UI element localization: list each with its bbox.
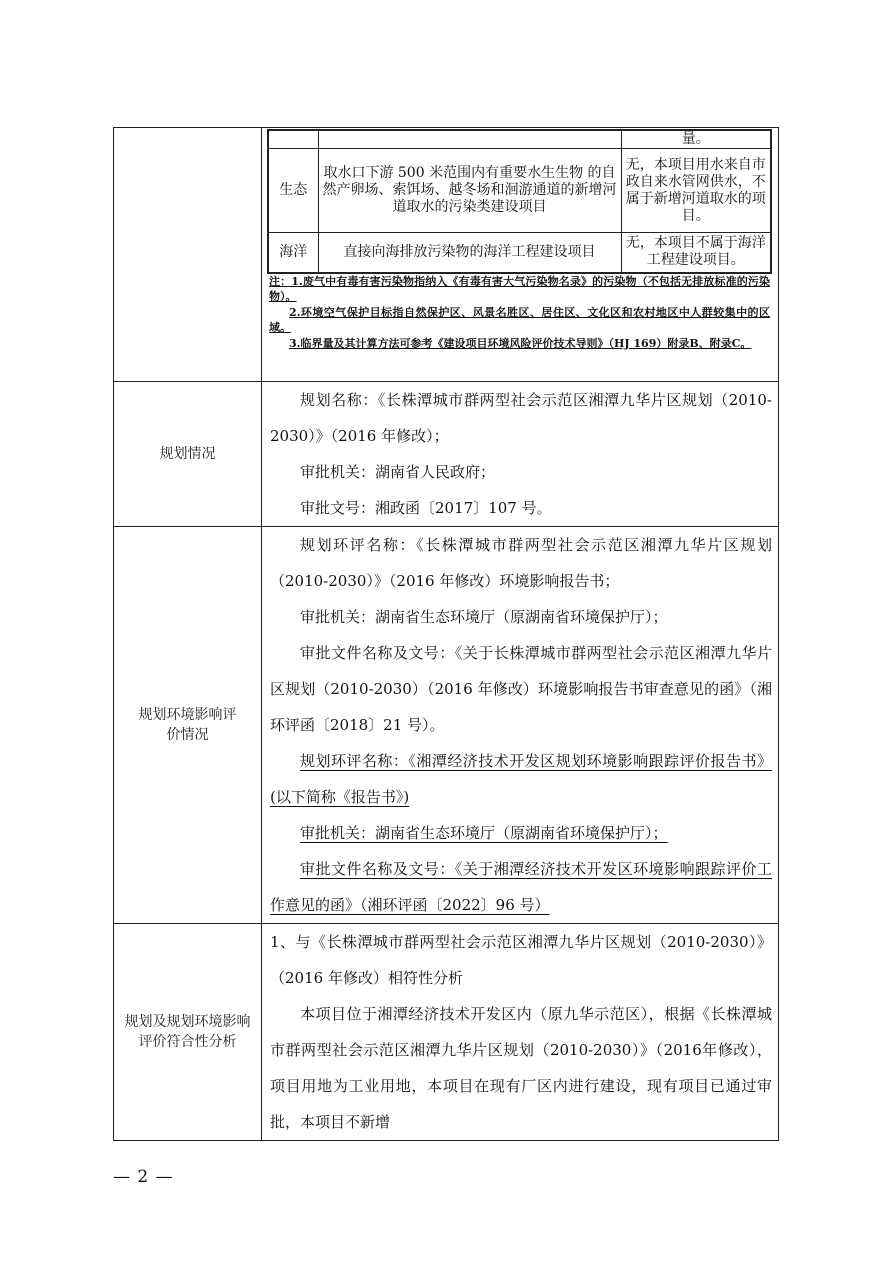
section-label [114, 527, 262, 924]
condition-cell: 取水口下游 500 米范围内有重要水生生物 的自然产卵场、索饵场、越冬场和洄游通道的新增河道取水的污染类建设项目 [318, 149, 621, 233]
main-table [113, 127, 779, 1141]
paragraph: 审批机关：湖南省生态环境厅（原湖南省环境保护厅）； [300, 608, 668, 626]
status-cell: 量。 [621, 130, 771, 149]
section-label: 规划情况 [114, 382, 262, 527]
planning-content [262, 382, 779, 527]
table-note-1: 注：1.废气中有毒有害污染物指纳入《有毒有害大气污染物名录》的污染物（不包括无排放标准的污染物）。 [269, 274, 770, 303]
status-cell: 无，本项目用水来自市政自来水管网供水，不属于新增河道取水的项目。 [621, 149, 771, 233]
paragraph: 审批文件名称及文号：《关于湘潭经济技术开发区环境影响跟踪评价工作意见的函》（湘环评函〔2022〕96 号） [270, 860, 772, 914]
paragraph: 规划名称：《长株潭城市群两型社会示范区湘潭九华片区规划（2010-2030）》（2016 年修改）； [270, 391, 772, 445]
paragraph: 1、与《长株潭城市群两型社会示范区湘潭九华片区规划（2010-2030）》（2016 年修改）相符性分析 [270, 933, 772, 987]
condition-cell [318, 130, 621, 149]
category-cell: 生态 [268, 149, 318, 233]
conformity-content [262, 924, 779, 1141]
screening-table [267, 129, 772, 274]
paragraph: 审批文件名称及文号：《关于长株潭城市群两型社会示范区湘潭九华片区规划（2010-2030）（2016 年修改）环境影响报告书审查意见的函》（湘环评函〔2018〕21 号）。 [270, 644, 772, 734]
empty-label-cell [114, 128, 262, 382]
table-row [268, 130, 771, 149]
table-row [268, 233, 771, 273]
page-number: — 2 — [113, 1167, 174, 1187]
table-row [114, 382, 779, 527]
table-row [268, 149, 771, 233]
section-label-text: 规划及规划环境影响评价符合性分析 [124, 1014, 251, 1050]
paragraph: 审批机关：湖南省人民政府； [300, 463, 496, 481]
table-note-3: 3.临界量及其计算方法可参考《建设项目环境风险评价技术导则》（HJ 169）附录B、附录C。 [289, 336, 752, 350]
screening-table-cell [262, 128, 779, 382]
paragraph: 审批机关：湖南省生态环境厅（原湖南省环境保护厅）； [300, 824, 668, 842]
paragraph: 本项目位于湘潭经济技术开发区内（原九华示范区），根据《长株潭城市群两型社会示范区湘潭九华片区规划（2010-2030）》（2016年修改），项目用地为工业用地，本项目在现有厂区内进行建设，现有项目已通过审批，本项目不新增 [270, 1005, 772, 1131]
table-note-2: 2.环境空气保护目标指自然保护区、风景名胜区、居住区、文化区和农村地区中人群较集中的区域。 [269, 305, 770, 334]
category-cell: 海洋 [268, 233, 318, 273]
section-label [114, 924, 262, 1141]
status-cell: 无，本项目不属于海洋工程建设项目。 [621, 233, 771, 273]
paragraph: 规划环评名称：《长株潭城市群两型社会示范区湘潭九华片区规划（2010-2030）》（2016 年修改）环境影响报告书； [270, 536, 772, 590]
table-row [114, 128, 779, 382]
eia-content [262, 527, 779, 924]
category-cell [268, 130, 318, 149]
table-row [114, 527, 779, 924]
paragraph: 规划环评名称：《湘潭经济技术开发区规划环境影响跟踪评价报告书》(以下简称《报告书》) [270, 752, 772, 806]
table-row [114, 924, 779, 1141]
section-label-text: 规划环境影响评价情况 [138, 707, 237, 743]
paragraph: 审批文号：湘政函〔2017〕107 号。 [300, 499, 552, 517]
condition-cell: 直接向海排放污染物的海洋工程建设项目 [318, 233, 621, 273]
